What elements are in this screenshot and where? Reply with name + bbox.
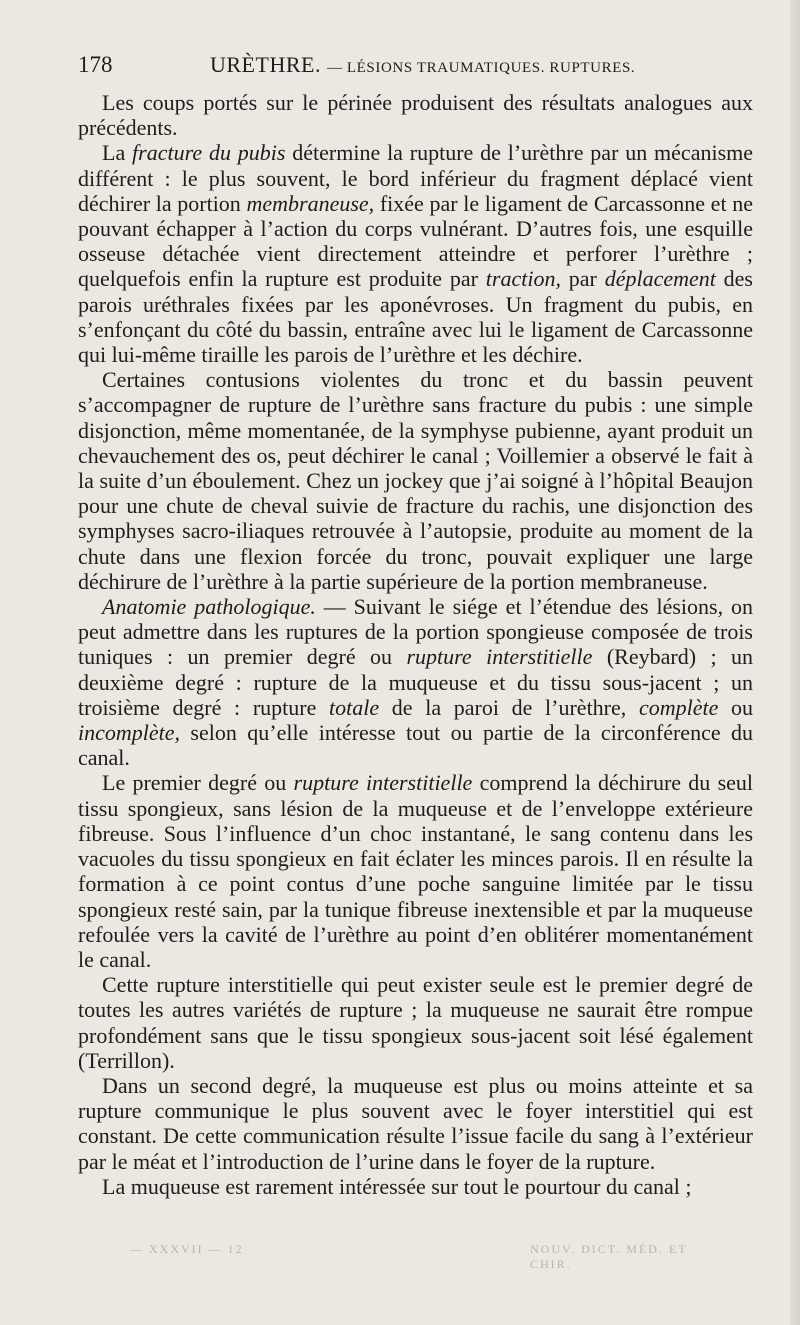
page-header	[78, 52, 754, 92]
paragraph	[78, 90, 753, 140]
italic-run: rupture interstitielle	[406, 644, 593, 670]
text-run: Dans un second degré, la muqueuse est plus ou moins atteinte et sa rupture communique le plus souvent avec le foyer interstitiel qui est constant. De cette communication résulte l’issue facile du sang à l’extérieur par le méat et l’introduction de l’urine dans le foyer de la rupture.	[78, 1072, 753, 1174]
signature-mark: — XXXVII — 12	[130, 1242, 244, 1256]
text-run: — Suivant le siége et l’étendue des lésions, on peut admettre dans les ruptures de la portion spongieuse composée de trois tuniques : un premier degré ou	[78, 594, 753, 670]
italic-run: membraneuse,	[246, 190, 375, 216]
italic-run: totale	[329, 694, 380, 720]
text-run: La muqueuse est rarement intéressée sur tout le pourtour du canal ;	[102, 1173, 692, 1199]
text-run: ou	[718, 694, 754, 720]
text-run: (Reybard) ; un deuxième degré : rupture de la muqueuse et du tissu sous-jacent ; un troisième degré : rupture	[78, 644, 753, 720]
paragraph	[78, 770, 753, 972]
text-run: de la paroi de l’urèthre,	[379, 694, 639, 720]
text-run: par	[560, 266, 605, 292]
paragraph	[78, 594, 753, 770]
running-title-main: URÈTHRE.	[210, 52, 321, 77]
imprint-line: NOUV. DICT. MÉD. ET CHIR.	[530, 1242, 688, 1271]
page-number: 178	[78, 52, 113, 77]
italic-run: complète	[638, 694, 719, 720]
italic-run: Anatomie pathologique.	[102, 594, 316, 620]
text-run: des parois uréthrales fixées par les aponévroses. Un fragment du pubis, en s’enfonçant du côté du bassin, entraîne avec lui le ligament de Carcassonne qui lui-même tiraille les parois de l’urèthre et les déchire.	[78, 266, 753, 368]
paragraph	[78, 367, 753, 594]
page-edge-shadow	[790, 0, 800, 1325]
paragraph	[78, 1174, 753, 1199]
italic-run: rupture interstitielle	[293, 770, 473, 796]
italic-run: fracture du pubis	[132, 140, 286, 166]
paragraph	[78, 972, 753, 1073]
running-title-subtitle: — LÉSIONS TRAUMATIQUES. RUPTURES.	[326, 60, 636, 76]
paragraph	[78, 140, 753, 367]
text-run: Le premier degré ou	[102, 770, 294, 796]
text-run: Les coups portés sur le périnée produisent des résultats analogues aux précédents.	[78, 90, 753, 141]
text-run: La	[102, 140, 133, 166]
italic-run: déplacement	[604, 266, 716, 292]
paragraph	[78, 1073, 753, 1174]
italic-run: incomplète,	[78, 720, 181, 746]
text-run: comprend la déchirure du seul tissu spongieux, sans lésion de la muqueuse et de l’enveloppe extérieure fibreuse. Sous l’influence d’un choc instantané, le sang contenu dans les vacuoles du tissu spongieux en fait éclater les minces parois. Il en résulte la formation à ce point contus d’une poche sanguine limitée par le tissu spongieux resté sain, par la tunique fibreuse inextensible et par la muqueuse refoulée vers la cavité de l’urèthre au point d’en oblitérer momentanément le canal.	[78, 770, 754, 972]
text-run: détermine la rupture de l’urèthre par un mécanisme différent : le plus souvent, le bord inférieur du fragment déplacé vient déchirer la portion	[78, 140, 754, 216]
italic-run: traction,	[485, 266, 561, 292]
body-text	[78, 90, 753, 1199]
text-run: selon qu’elle intéresse tout ou partie de la circonférence du canal.	[78, 720, 753, 771]
running-title	[210, 52, 635, 78]
text-run: Cette rupture interstitielle qui peut exister seule est le premier degré de toutes les autres variétés de rupture ; la muqueuse ne saurait être rompue profondément sans que le tissu spongieux sous-jacent soit lésé également (Terrillon).	[78, 972, 753, 1073]
text-run: Certaines contusions violentes du tronc et du bassin peuvent s’accompagner de rupture de l’urèthre sans fracture du pubis : une simple disjonction, même momentanée, de la symphyse pubienne, ayant produit un chevauchement des os, peut déchirer le canal ; Voillemier a observé le fait à la suite d’un éboulement. Chez un jockey que j’ai soigné à l’hôpital Beaujon pour une chute de cheval suivie de fracture du rachis, une disjonction des symphyses sacro-iliaques retrouvée à l’autopsie, produite au moment de la chute dans une flexion forcée du tronc, pouvait expliquer une large déchirure de l’urèthre à la partie supérieure de la portion membraneuse.	[78, 367, 753, 594]
text-run: fixée par le ligament de Carcassonne et ne pouvant échapper à l’action du corps vulnérant. D’autres fois, une esquille osseuse détachée vient directement atteindre et perforer l’urèthre ; quelquefois enfin la rupture est produite par	[78, 190, 753, 292]
